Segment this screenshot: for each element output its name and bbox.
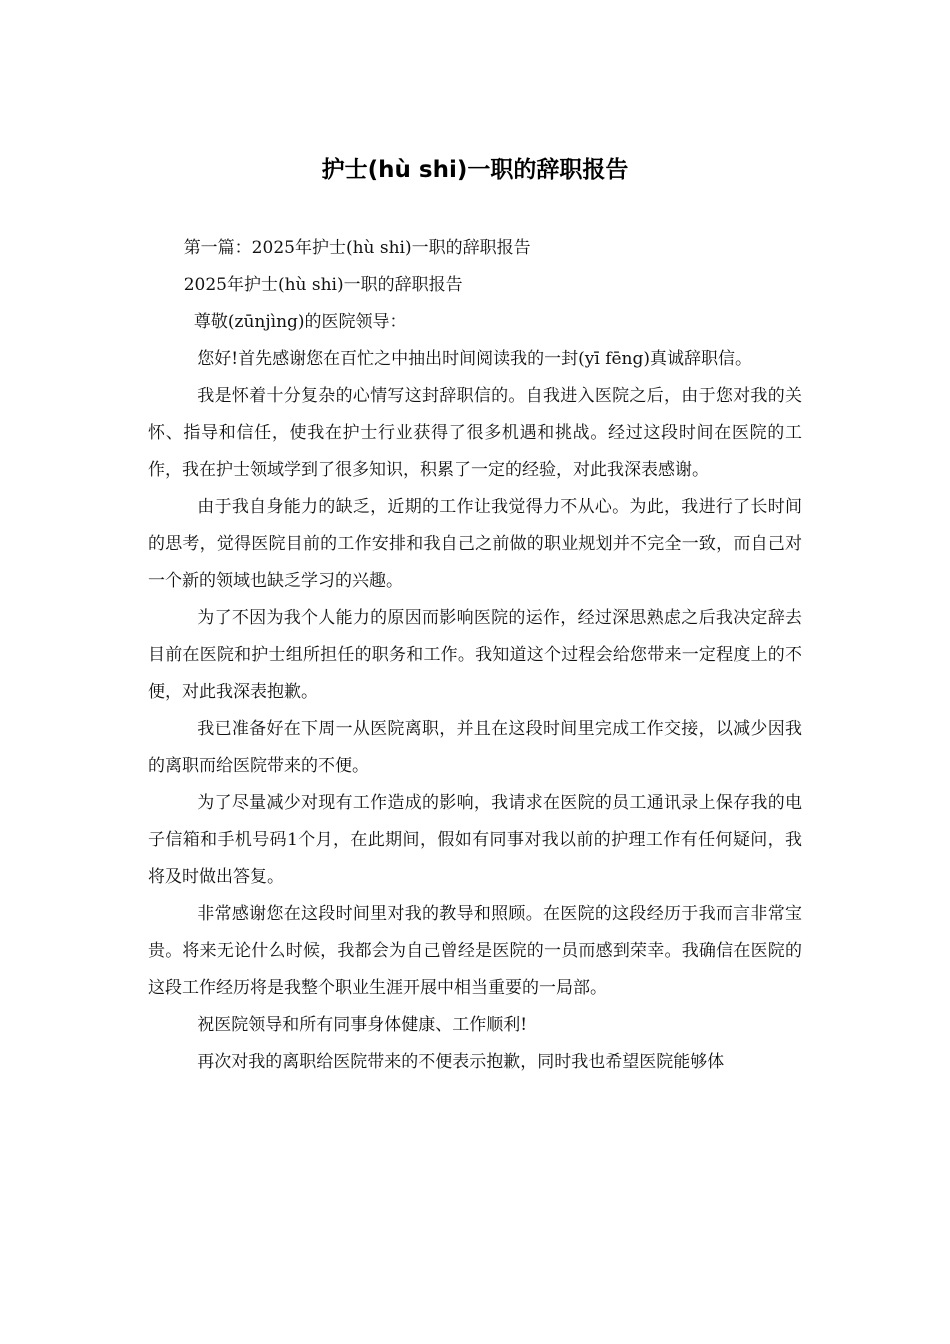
paragraph: 我已准备好在下周一从医院离职，并且在这段时间里完成工作交接，以减少因我的离职而给医院带来的不便。 bbox=[148, 719, 802, 776]
salutation: 尊敬(zūnjìng)的医院领导： bbox=[193, 312, 407, 332]
letter-title: 2025年护士(hù shi)一职的辞职报告 bbox=[183, 275, 463, 295]
paragraph: 我是怀着十分复杂的心情写这封辞职信的。自我进入医院之后，由于您对我的关怀、指导和信任，使我在护士行业获得了很多机遇和挑战。经过这段时间在医院的工作，我在护士领域学到了很多知识，积累了一定的经验，对此我深表感谢。 bbox=[148, 386, 802, 480]
paragraph: 您好!首先感谢您在百忙之中抽出时间阅读我的一封(yī fēng)真诚辞职信。 bbox=[197, 349, 753, 369]
document-title: 护士(hù shi)一职的辞职报告 bbox=[321, 157, 629, 183]
paragraph: 再次对我的离职给医院带来的不便表示抱歉，同时我也希望医院能够体 bbox=[197, 1052, 725, 1072]
paragraph: 为了尽量减少对现有工作造成的影响，我请求在医院的员工通讯录上保存我的电子信箱和手机号码1个月，在此期间，假如有同事对我以前的护理工作有任何疑问，我将及时做出答复。 bbox=[148, 793, 802, 887]
document-body bbox=[148, 230, 802, 1081]
section-heading: 第一篇：2025年护士(hù shi)一职的辞职报告 bbox=[183, 238, 531, 258]
paragraph: 为了不因为我个人能力的原因而影响医院的运作，经过深思熟虑之后我决定辞去目前在医院和护士组所担任的职务和工作。我知道这个过程会给您带来一定程度上的不便，对此我深表抱歉。 bbox=[148, 608, 802, 702]
paragraph: 由于我自身能力的缺乏，近期的工作让我觉得力不从心。为此，我进行了长时间的思考，觉得医院目前的工作安排和我自己之前做的职业规划并不完全一致，而自己对一个新的领域也缺乏学习的兴趣。 bbox=[148, 497, 802, 591]
paragraph: 非常感谢您在这段时间里对我的教导和照顾。在医院的这段经历于我而言非常宝贵。将来无论什么时候，我都会为自己曾经是医院的一员而感到荣幸。我确信在医院的这段工作经历将是我整个职业生涯开展中相当重要的一局部。 bbox=[148, 904, 802, 998]
closing-wish: 祝医院领导和所有同事身体健康、工作顺利! bbox=[197, 1015, 528, 1035]
